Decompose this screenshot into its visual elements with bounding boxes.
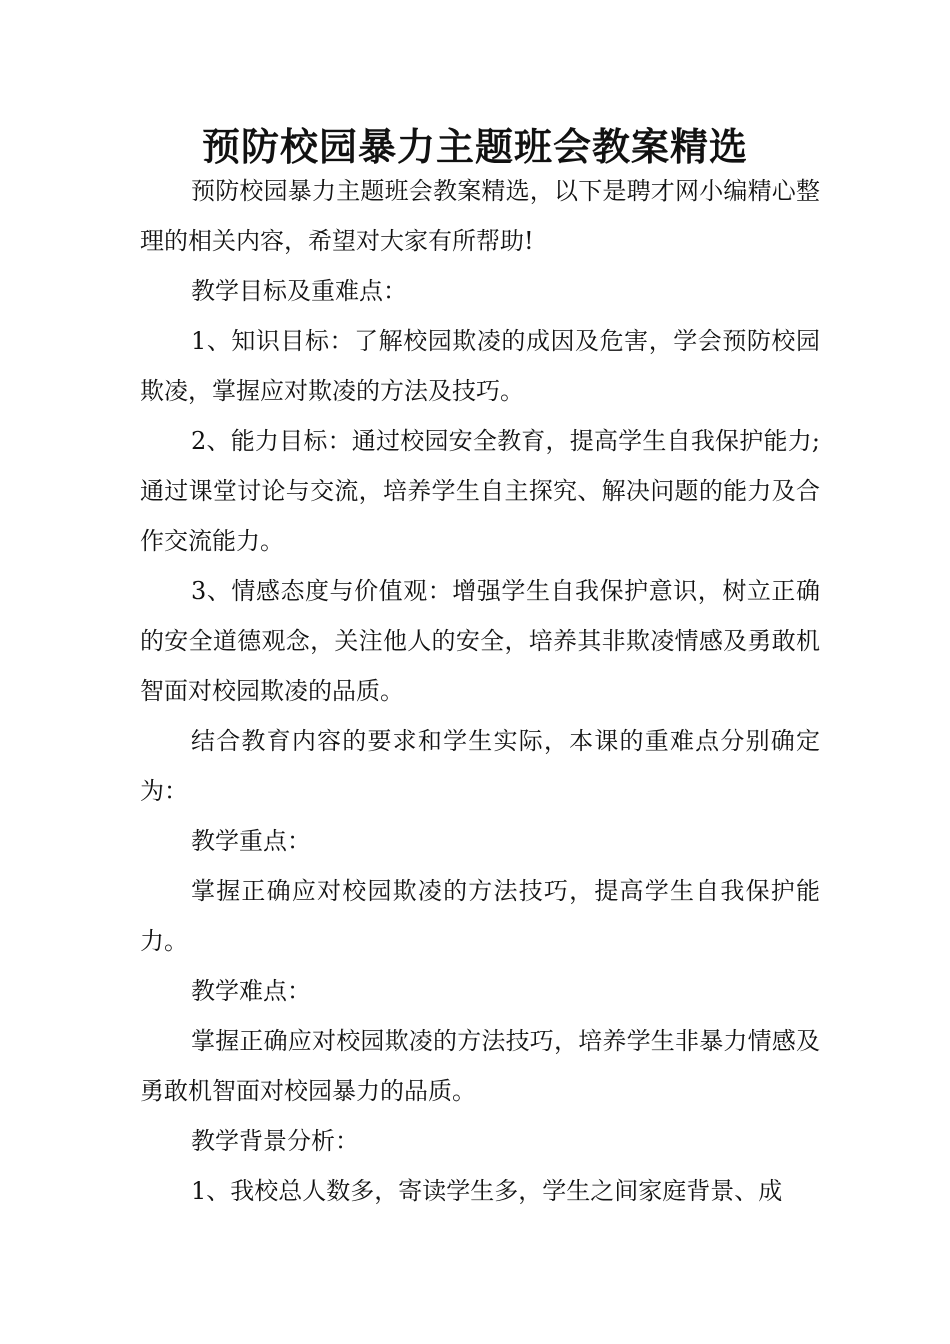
paragraph-ability-goal: 2、能力目标：通过校园安全教育，提高学生自我保护能力;通过课堂讨论与交流，培养学生自主探究、解决问题的能力及合作交流能力。 xyxy=(140,427,820,555)
paragraph-heading-difficulties: 教学难点： xyxy=(191,977,311,1005)
document-title: 预防校园暴力主题班会教案精选 xyxy=(201,124,748,170)
paragraph-emotion-goal: 3、情感态度与价值观：增强学生自我保护意识，树立正确的安全道德观念，关注他人的安全，培养其非欺凌情感及勇敢机智面对校园欺凌的品质。 xyxy=(140,577,820,705)
document-body xyxy=(140,166,820,1216)
paragraph-heading-goals: 教学目标及重难点： xyxy=(191,277,407,305)
paragraph-focus-intro: 结合教育内容的要求和学生实际，本课的重难点分别确定为： xyxy=(140,727,820,805)
paragraph-key-points: 掌握正确应对校园欺凌的方法技巧，提高学生自我保护能力。 xyxy=(140,877,820,955)
paragraph-difficulties: 掌握正确应对校园欺凌的方法技巧，培养学生非暴力情感及勇敢机智面对校园暴力的品质。 xyxy=(140,1027,820,1105)
paragraph-knowledge-goal: 1、知识目标：了解校园欺凌的成因及危害，学会预防校园欺凌，掌握应对欺凌的方法及技巧。 xyxy=(140,327,820,405)
paragraph-intro: 预防校园暴力主题班会教案精选，以下是聘才网小编精心整理的相关内容，希望对大家有所帮助! xyxy=(140,177,820,255)
paragraph-heading-key-points: 教学重点： xyxy=(191,827,311,855)
paragraph-heading-background: 教学背景分析： xyxy=(191,1127,359,1155)
paragraph-background-1: 1、我校总人数多，寄读学生多，学生之间家庭背景、成 xyxy=(191,1177,783,1205)
